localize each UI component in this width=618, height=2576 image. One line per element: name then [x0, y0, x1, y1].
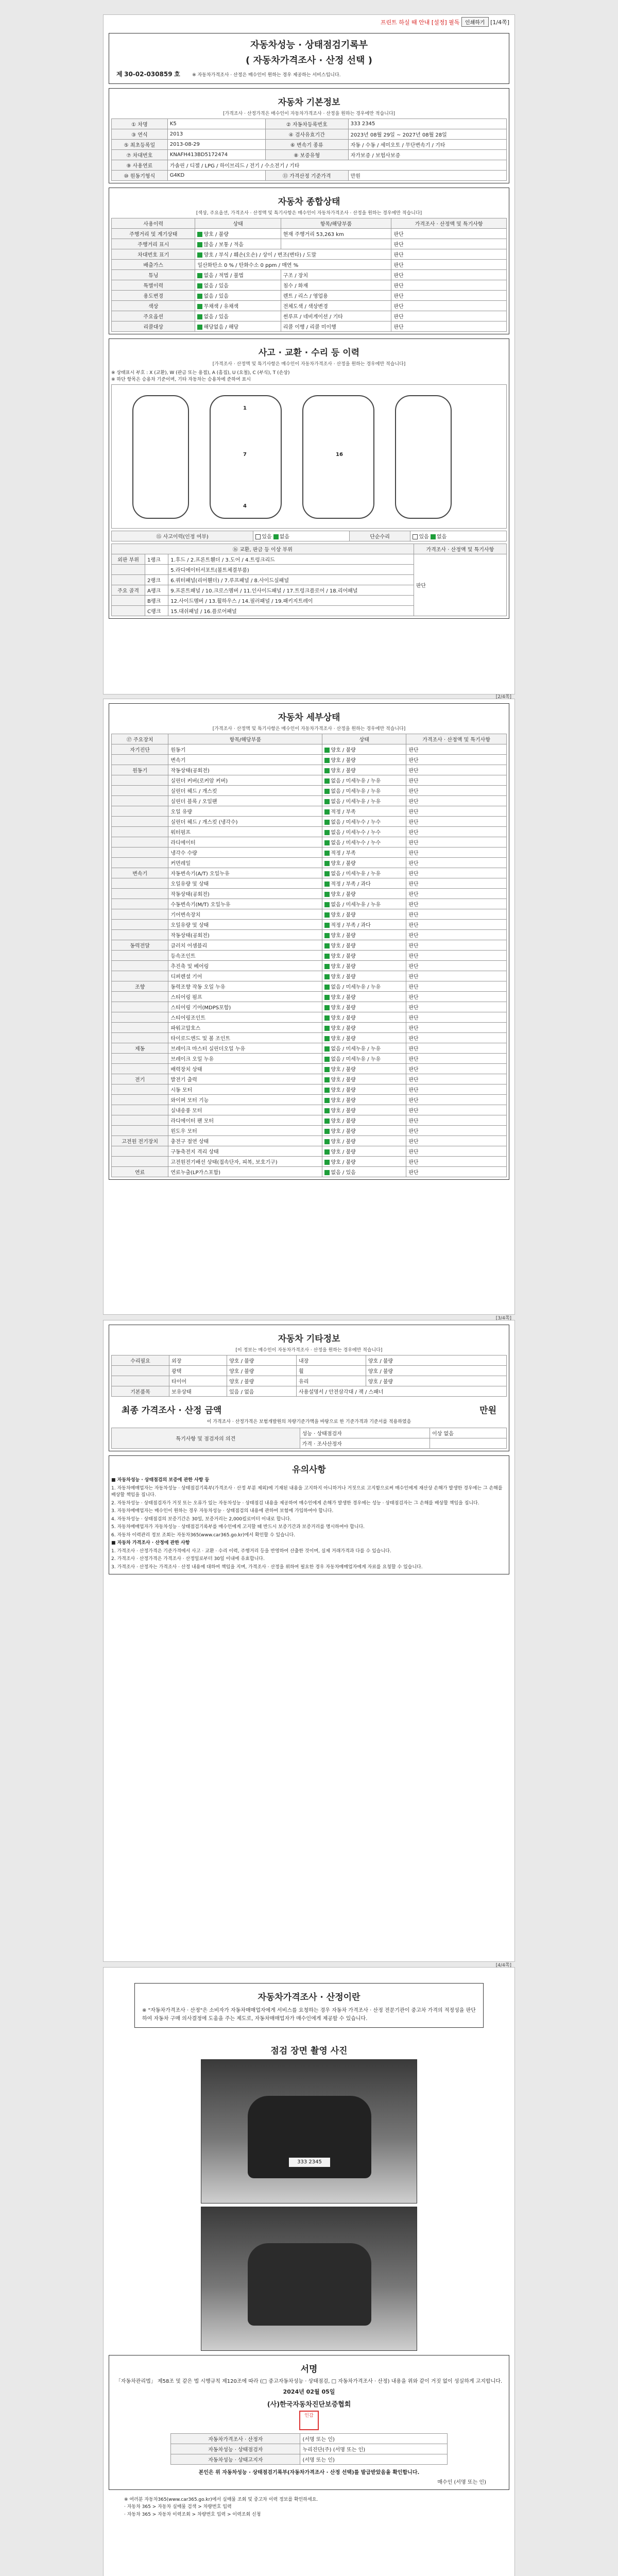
legend-2: ※ 하단 항목은 승용차 기준이며, 기타 자동차는 승용차에 준하여 표시 — [111, 377, 251, 382]
part-number: 7 — [243, 452, 247, 457]
basic-info-table: ① 차명 K5 ② 자동차등록번호 333 2345 ③ 연식 2013 ④ 검사유효기간 2023년 08월 29일 ~ 2027년 08월 28일 ⑤ 최초등록일 2013-08-29 ⑥ 변속기 종류 자동 / 수동 / 세미오토 / 무단변속기 / 기타 ⑦ 차대번호 KNAFH413BD5172474 ⑧ 보증유형 자가보증 / 보험사보증 ⑨ 사용연료 가솔린 / 디젤 / LPG / 하이브리드 / 전기 / 수소전기 / 기타 ⑩ 원동기형식 G4KD ⑪ 가격산정 기준가격 만원 — [111, 118, 507, 181]
checkbox-icon[interactable] — [324, 1046, 330, 1052]
table-row: 배출가스 일산화탄소 0 % / 탄화수소 0 ppm / 매연 % 판단 — [112, 260, 507, 270]
final-price-row — [122, 1403, 496, 1416]
table-row: 스티어링조인트 양호 / 불량 판단 — [112, 1012, 507, 1023]
notice-item: 6. 자동차 이력관리 정보 조회는 자동차365(www.car365.go.kr)에서 확인할 수 있습니다. — [111, 1532, 296, 1538]
notice-item: 2. 자동차성능 · 상태점검자가 거짓 또는 오류가 있는 자동차성능 · 상태점검 내용을 제공하여 매수인에게 손해가 발생한 경우에는 성능 · 상태점검자는 그 손해를 배상할 책임을 집니다. — [111, 1500, 479, 1506]
page-number: [4/4쪽] — [495, 1963, 511, 1968]
checkbox-icon[interactable] — [197, 304, 202, 309]
mileage: 현재 주행거리 53,263 km — [281, 229, 391, 239]
checkbox-icon[interactable] — [324, 1057, 330, 1062]
checkbox-icon[interactable] — [324, 923, 330, 928]
table-row: 오일 유량 적정 / 부족 판단 — [112, 806, 507, 817]
checkbox-icon[interactable] — [197, 283, 202, 289]
checkbox-icon[interactable] — [324, 1036, 330, 1041]
notice-title: 유의사항 — [292, 1465, 326, 1475]
checkbox-icon[interactable] — [324, 985, 330, 990]
table-row: 디퍼렌셜 기어 양호 / 불량 판단 — [112, 971, 507, 981]
table-row: 워터펌프 없음 / 미세누수 / 누수 판단 — [112, 827, 507, 837]
table-row: 기어변속장치 양호 / 불량 판단 — [112, 909, 507, 920]
sign-text: 「자동차관리법」 제58조 및 같은 법 시행규칙 제120조에 따라 (□ 중고자동차성능 · 상태점검, □ 자동차가격조사 · 산정) 내용을 위와 같이 거짓 없이 성실하게 고지합니다. — [115, 2379, 503, 2384]
table-row: 튜닝 없음 / 적법 / 불법 구조 / 장치 판단 — [112, 270, 507, 280]
checkbox-icon[interactable] — [324, 748, 330, 753]
table-row: 오일유량 및 상태 적정 / 부족 / 과다 판단 — [112, 920, 507, 930]
summary-table: 사용이력 상태 항목/해당부품 가격조사 · 산정액 및 특기사항 주행거리 및 계기상태 양호 / 불량 현재 주행거리 53,263 km 판단 주행거리 표시 많음 / 보통 / 적음 판단 차대번호 표기 양호 / 부식 / 훼손(오손) / 상이 / 변조(변타) / 도말 판단 배출가스 일산화탄소 0 % / 탄화수소 0 ppm / 매연 % 판단 튜닝 없음 / 적법 / 불법 구조 / 장치 판단 특별이력 없음 / 있음 침수 / 화재 판단 용도변경 없음 / 있음 렌트 / 리스 / 영업용 판단 색상 무채색 / 유채색 전체도색 / 색상변경 판단 주요옵션 없음 / 있음 썬루프 / 네비게이션 / 기타 판단 리콜대상 해당없음 / 해당 리콜 이행 / 리콜 미이행 판단 — [111, 218, 507, 332]
checkbox-icon[interactable] — [324, 1026, 330, 1031]
plate-in-photo: 333 2345 — [289, 2158, 330, 2167]
checkbox-icon[interactable] — [324, 995, 330, 1000]
info-text: ※ "자동차가격조사 · 산정"은 소비자가 자동차매매업자에게 서비스를 요청하는 경우 자동차 가격조사 · 산정 전문기관이 중고차 가격의 적정성을 판단하여 자동차 구매 의사결정에 도움을 주는 제도로, 자동차매매업자가 매수인에게 제공할 수 있습니다. — [142, 2008, 476, 2022]
checkbox-icon[interactable] — [324, 1077, 330, 1082]
table-row: 등속조인트 양호 / 불량 판단 — [112, 951, 507, 961]
checkbox-icon[interactable] — [255, 534, 261, 539]
checkbox-icon[interactable] — [324, 768, 330, 773]
table-row: 스티어링 펌프 양호 / 불량 판단 — [112, 992, 507, 1002]
notice-item: 2. 가격조사 · 산정가격은 가격조사 · 산정일로부터 30일 이내에 유효합니다. — [111, 1556, 265, 1562]
table-row: 추진축 및 베어링 양호 / 불량 판단 — [112, 961, 507, 971]
notice-item: ■ 자동차성능 · 상태점검의 보증에 관한 사항 등 — [111, 1478, 210, 1483]
print-notice-link[interactable]: 프린트 하실 때 안내 [설정] 필독 — [380, 19, 460, 26]
table-row: 실린더 헤드 / 개스킷 없음 / 미세누유 / 누유 판단 — [112, 786, 507, 796]
checkbox-icon[interactable] — [324, 1088, 330, 1093]
checkbox-icon[interactable] — [324, 1170, 330, 1175]
checkbox-icon[interactable] — [324, 912, 330, 918]
etc-section — [109, 1325, 509, 1451]
table-row: 작동상태(공회전) 양호 / 불량 판단 — [112, 889, 507, 899]
page-number: [2/4쪽] — [495, 694, 511, 700]
detail-table: ⑰ 주요장치 항목/해당부품 상태 가격조사 · 산정액 및 특기사항 자기진단 원동기 양호 / 불량 판단 변속기 양호 / 불량 판단 원동기 작동상태(공회전) 양호 / 불량 판단 실린더 커버(로커암 커버) 없음 / 미세누유 / 누유 판단 실린더 헤드 / 개스킷 없음 / 미세누유 / 누유 판단 실린더 블록 / 오일팬 없음 / 미세누유 / 누유 판단 오일 유량 적정 / 부족 판단 실린더 헤드 / 개스킷 (냉각수) 없음 / 미세누수 / 누수 판단 워터펌프 없음 / 미세누수 / 누수 판단 라디에이터 없음 / 미세누수 / 누수 판단 냉각수 수량 적정 / 부족 판단 커먼레일 양호 / 불량 판단 변속기 자동변속기(A/T) 오일누유 없음 / 미세누유 / 누유 판단 오일유량 및 상태 적정 / 부족 / 과다 판단 작동상태(공회전) 양호 / 불량 판단 수동변속기(M/T) 오일누유 없음 / 미세누유 / 누유 판단 기어변속장치 양호 / 불량 판단 오일유량 및 상태 적정 / 부족 / 과다 판단 작동상태(공회전) 양호 / 불량 판단 동력전달 클러치 어셈블리 양호 / 불량 판단 등속조인트 양호 / 불량 판단 추진축 및 베어링 양호 / 불량 판단 디퍼렌셜 기어 양호 / 불량 판단 조향 동력조향 작동 오일 누유 없음 / 미세누유 / 누유 판단 스티어링 펌프 양호 / 불량 판단 스티어링 기어(MDPS포함) 양호 / 불량 판단 스티어링조인트 양호 / 불량 판단 파워고압호스 양호 / 불량 판단 타이로드엔드 및 볼 조인트 양호 / 불량 판단 제동 브레이크 마스터 실린더오일 누유 없음 / 미세누유 / 누유 판단 브레이크 오일 누유 없음 / 미세누유 / 누유 판단 배력장치 상태 양호 / 불량 판단 전기 발전기 출력 양호 / 불량 판단 시동 모터 양호 / 불량 판단 와이퍼 모터 기능 양호 / 불량 판단 실내송풍 모터 양호 / 불량 판단 라디에이터 팬 모터 양호 / 불량 판단 윈도우 모터 양호 / 불량 판단 고전원 전기장치 충전구 절연 상태 양호 / 불량 판단 구동축전지 격리 상태 양호 / 불량 판단 고전원전기배선 상태(접속단자, 피복, 보호기구) 양호 / 불량 판단 연료 연료누출(LP가스포함) 없음 / 있음 판단 — [111, 734, 507, 1177]
checkbox-icon[interactable] — [197, 232, 202, 237]
table-row: 광택 양호 / 불량 휠 양호 / 불량 — [112, 1366, 507, 1376]
doc-title: 자동차성능 · 상태점검기록부 — [250, 40, 368, 50]
table-row: 조향 동력조향 작동 오일 누유 없음 / 미세누유 / 누유 판단 — [112, 981, 507, 992]
table-row: 원동기 작동상태(공회전) 양호 / 불량 판단 — [112, 765, 507, 775]
notice-item: 1. 자동차매매업자는 자동차성능 · 상태점검기록부(가격조사 · 산정 부분 제외)에 기재된 내용을 고지하지 아니하거나 거짓으로 고지함으로써 매수인에게 재산상 손해가 발생한 경우에는 그 손해를 배상할 책임을 집니다. — [111, 1485, 503, 1498]
table-row: 주행거리 표시 많음 / 보통 / 적음 판단 — [112, 239, 507, 249]
checkbox-icon[interactable] — [413, 534, 418, 539]
final-price-note: 이 가격조사 · 산정가격은 보험개발원의 차량기준가액을 바탕으로 한 기준가격과 기준서를 적용하였음 — [207, 1419, 411, 1425]
checkbox-icon[interactable] — [324, 974, 330, 979]
checkbox-icon[interactable] — [324, 778, 330, 784]
table-row: 주요 골격 A랭크 9.프론트패널 / 10.크로스멤버 / 11.인사이드패널 / 17.트렁크플로어 / 18.리어패널 — [112, 585, 507, 596]
table-row: 전기 발전기 출력 양호 / 불량 판단 — [112, 1074, 507, 1084]
notice-item: ■ 자동차 가격조사 · 산정에 관한 사항 — [111, 1540, 190, 1546]
checkbox-icon[interactable] — [324, 871, 330, 876]
table-row: 기본품목 보유상태 있음 / 없음 사용설명서 / 안전삼각대 / 잭 / 스패너 — [112, 1386, 507, 1397]
detail-note: [가격조사 · 산정액 및 특기사항은 매수인이 자동차가격조사 · 산정을 원하는 경우에만 적습니다] — [212, 726, 406, 732]
table-row: 색상 무채색 / 유채색 전체도색 / 색상변경 판단 — [112, 301, 507, 311]
inspection-photo-front — [201, 2059, 417, 2204]
checkbox-icon[interactable] — [431, 534, 436, 539]
checkbox-icon[interactable] — [197, 252, 202, 258]
notice-item: 3. 자동차매매업자는 매수인이 원하는 경우 자동차성능 · 상태점검의 내용에 관하여 보험에 가입하여야 합니다. — [111, 1509, 334, 1514]
table-row: 특기사항 및 점검자의 의견 성능 · 상태점검자 이상 없음 — [112, 1428, 507, 1438]
inspection-photo-rear — [201, 2207, 417, 2351]
table-row: 특별이력 없음 / 있음 침수 / 화재 판단 — [112, 280, 507, 291]
accident-section — [109, 338, 509, 619]
info-title: 자동차가격조사 · 산정이란 — [258, 1992, 360, 2003]
header-box — [109, 33, 509, 84]
doc-number: 30-02-030859 — [124, 71, 173, 78]
table-row: 타이어 양호 / 불량 유리 양호 / 불량 — [112, 1376, 507, 1386]
checkbox-icon[interactable] — [197, 325, 202, 330]
page-number: [3/4쪽] — [495, 1316, 511, 1321]
checkbox-icon[interactable] — [197, 314, 202, 319]
table-row: 작동상태(공회전) 양호 / 불량 판단 — [112, 930, 507, 940]
table-row: 외판 부위 1랭크 1.후드 / 2.프론트휀더 / 3.도어 / 4.트렁크리드 판단 — [112, 554, 507, 565]
summary-section — [109, 188, 509, 334]
car-diagram — [111, 384, 507, 529]
car-image — [248, 2243, 371, 2326]
checkbox-icon[interactable] — [324, 820, 330, 825]
page-2 — [103, 694, 515, 1315]
accident-history-table: ⑮ 사고이력(인정 여부) 있음 없음 단순수리 있음 없음 — [111, 531, 507, 541]
table-row: 주요옵션 없음 / 있음 썬루프 / 네비게이션 / 기타 판단 — [112, 311, 507, 321]
table-row: 타이로드엔드 및 볼 조인트 양호 / 불량 판단 — [112, 1033, 507, 1043]
checkbox-icon[interactable] — [324, 789, 330, 794]
table-row: 제동 브레이크 마스터 실린더오일 누유 없음 / 미세누유 / 누유 판단 — [112, 1043, 507, 1054]
car-right-side-shape — [395, 395, 452, 519]
table-row: 변속기 양호 / 불량 판단 — [112, 755, 507, 765]
print-button[interactable]: 인쇄하기 — [461, 17, 489, 27]
basic-info-title: 자동차 기본정보 — [278, 97, 340, 108]
table-row: 실린더 블록 / 오일팬 없음 / 미세누유 / 누유 판단 — [112, 796, 507, 806]
doc-number-line: 제 30-02-030859 호 ※ 자동차가격조사 · 산정은 매수인이 원하는 경우 제공하는 서비스입니다. — [116, 71, 341, 78]
checkbox-icon[interactable] — [273, 534, 279, 539]
table-row: 실내송풍 모터 양호 / 불량 판단 — [112, 1105, 507, 1115]
table-row: 고전원 전기장치 충전구 절연 상태 양호 / 불량 판단 — [112, 1136, 507, 1146]
checkbox-icon[interactable] — [324, 882, 330, 887]
special-table — [111, 1428, 507, 1449]
accident-title: 사고 · 교환 · 수리 등 이력 — [258, 348, 360, 358]
checkbox-icon[interactable] — [324, 830, 330, 835]
checkbox-icon[interactable] — [324, 943, 330, 948]
table-row: 라디에이터 팬 모터 양호 / 불량 판단 — [112, 1115, 507, 1126]
page-4 — [103, 1963, 515, 2576]
checkbox-icon[interactable] — [324, 1129, 330, 1134]
notice-item: 4. 자동차성능 · 상태점검의 보증기간은 30일, 보증거리는 2,000킬로미터 이내로 합니다. — [111, 1516, 291, 1522]
org-name: (사)한국자동차진단보증협회 — [267, 2401, 351, 2409]
sign-title: 서명 — [300, 2364, 318, 2375]
table-row: 배력장치 상태 양호 / 불량 판단 — [112, 1064, 507, 1074]
checkbox-icon[interactable] — [324, 902, 330, 907]
car-left-side-shape — [132, 395, 189, 519]
checkbox-icon[interactable] — [324, 1118, 330, 1124]
checkbox-icon[interactable] — [324, 851, 330, 856]
checkbox-icon[interactable] — [324, 840, 330, 845]
checkbox-icon[interactable] — [324, 1139, 330, 1144]
checkbox-icon[interactable] — [324, 1015, 330, 1021]
table-row: 실린더 헤드 / 개스킷 (냉각수) 없음 / 미세누수 / 누수 판단 — [112, 817, 507, 827]
table-row: 실린더 커버(로커암 커버) 없음 / 미세누유 / 누유 판단 — [112, 775, 507, 786]
table-row: 자기진단 원동기 양호 / 불량 판단 — [112, 744, 507, 755]
footer-notes: ※ 여러분 자동차365(www.car365.go.kr)에서 실매물 조회 및 중고차 이력 정보를 확인하세요. · 자동차 365 > 자동차 실매물 검색 > 차량번호 입력 · 자동차 365 > 자동차 이력조회 > 차량번호 입력 > 이력조회 신청 — [124, 2497, 318, 2517]
legend: ※ 상태표시 부호 : X (교환), W (판금 또는 용접), A (흠집), U (요철), C (부식), T (손상) — [111, 370, 290, 376]
vin: KNAFH413BD5172474 — [167, 150, 265, 160]
photo-title: 점검 장면 촬영 사진 — [270, 2046, 348, 2056]
table-row: 5.라디에이터서포트(볼트체결부품) — [112, 565, 507, 575]
sign-date: 2024년 02월 05일 — [283, 2388, 335, 2395]
sign-table — [170, 2433, 448, 2465]
table-row: 수리필요 외장 양호 / 불량 내장 양호 / 불량 — [112, 1355, 507, 1366]
table-row: 자동차성능 · 상태점검자 누리진단(주) (서명 또는 인) — [171, 2444, 448, 2454]
checkbox-icon[interactable] — [324, 1067, 330, 1072]
checkbox-icon[interactable] — [324, 809, 330, 815]
checkbox-icon[interactable] — [324, 758, 330, 763]
table-row: 가격 · 조사산정자 — [112, 1438, 507, 1449]
checkbox-icon[interactable] — [324, 892, 330, 897]
checkbox-icon[interactable] — [324, 1149, 330, 1155]
table-row: 자동차가격조사 · 산정자 (서명 또는 인) — [171, 2434, 448, 2444]
checkbox-icon[interactable] — [324, 964, 330, 969]
sign-section — [109, 2355, 509, 2490]
basic-info-note: [가격조사 · 산정가격은 매수인이 자동차가격조사 · 산정을 원하는 경우에만 적습니다] — [222, 111, 396, 116]
plate-number: 333 2345 — [348, 119, 506, 129]
table-row: 스티어링 기어(MDPS포함) 양호 / 불량 판단 — [112, 1002, 507, 1012]
table-row: 브레이크 오일 누유 없음 / 미세누유 / 누유 판단 — [112, 1054, 507, 1064]
table-row: 윈도우 모터 양호 / 불량 판단 — [112, 1126, 507, 1136]
notice-item: 3. 가격조사 · 산정자는 가격조사 · 산정 내용에 대하여 책임을 지며, 가격조사 · 산정을 위하여 필요한 경우 자동차매매업자에게 자료를 요청할 수 있습니다. — [111, 1564, 423, 1570]
checkbox-icon[interactable] — [324, 1108, 330, 1113]
checkbox-icon[interactable] — [324, 954, 330, 959]
receiver: 매수인 (서명 또는 인) — [437, 2480, 486, 2485]
page-3 — [103, 1316, 515, 1962]
top-bar — [104, 15, 514, 29]
part-number: 16 — [336, 452, 343, 457]
checkbox-icon[interactable] — [324, 861, 330, 866]
notice-item: 1. 가격조사 · 산정가격은 기준가격에서 사고 · 교환 · 수리 이력, 주행거리 등을 반영하여 산출한 것이며, 실제 거래가격과 다를 수 있습니다. — [111, 1548, 391, 1554]
table-row: 자동차성능 · 상태고지자 (서명 또는 인) — [171, 2454, 448, 2465]
basic-info-section — [109, 88, 509, 183]
final-price-unit: 만원 — [479, 1405, 496, 1416]
table-row: 2랭크 6.쿼터패널(리어휀더) / 7.루프패널 / 8.사이드실패널 — [112, 575, 507, 585]
seal-stamp: 인감 — [299, 2411, 319, 2430]
etc-note: [이 정보는 매수인이 자동차가격조사 · 산정을 원하는 경우에만 적습니다] — [235, 1348, 383, 1353]
table-row: 시동 모터 양호 / 불량 판단 — [112, 1084, 507, 1095]
table-row: B랭크 12.사이드멤버 / 13.휠하우스 / 14.필러패널 / 19.패키지트레이 — [112, 596, 507, 606]
checkbox-icon[interactable] — [324, 1160, 330, 1165]
table-row: 연료 연료누출(LP가스포함) 없음 / 있음 판단 — [112, 1167, 507, 1177]
checkbox-icon[interactable] — [197, 294, 202, 299]
checkbox-icon[interactable] — [197, 273, 202, 278]
table-row: 고전원전기배선 상태(접속단자, 피복, 보호기구) 양호 / 불량 판단 — [112, 1157, 507, 1167]
notice-item: 5. 자동차매매업자가 자동차성능 · 상태점검기록부를 매수인에게 고지할 때 반드시 보증기간과 보증거리를 명시하여야 합니다. — [111, 1524, 365, 1530]
panel-table: ⑯ 교환, 판금 등 이상 부위 가격조사 · 산정액 및 특기사항 외판 부위 1랭크 1.후드 / 2.프론트휀더 / 3.도어 / 4.트렁크리드 판단 5.라디에이터서포트(볼트체결부품) 2랭크 6.쿼터패널(리어휀더) / 7.루프패널 / 8.사이드실패널 주요 골격 A랭크 9.프론트패널 / 10.크로스멤버 / 11.인사이드패널 / 17.트렁크플로어 / 18.리어패널 B랭크 12.사이드멤버 / 13.휠하우스 / 14.필러패널 / 19.패키지트레이 C랭크 15.대쉬패널 / 16.플로어패널 — [111, 544, 507, 616]
summary-note: [색상, 주요옵션, 가격조사 · 산정액 및 특기사항은 매수인이 자동차가격조사 · 산정을 원하는 경우에만 적습니다] — [196, 211, 422, 216]
table-row: 파워고압호스 양호 / 불량 판단 — [112, 1023, 507, 1033]
checkbox-icon[interactable] — [324, 933, 330, 938]
table-row: 리콜대상 해당없음 / 해당 리콜 이행 / 리콜 미이행 판단 — [112, 321, 507, 332]
checkbox-icon[interactable] — [197, 242, 202, 247]
notice-section — [109, 1455, 509, 1574]
part-number: 4 — [243, 503, 247, 509]
doc-subtitle: ( 자동차가격조사 · 산정 선택 ) — [246, 55, 372, 66]
detail-section — [109, 703, 509, 1180]
detail-title: 자동차 세부상태 — [278, 713, 340, 723]
table-row: 냉각수 수량 적정 / 부족 판단 — [112, 848, 507, 858]
table-row: C랭크 15.대쉬패널 / 16.플로어패널 — [112, 606, 507, 616]
part-number: 1 — [243, 405, 247, 411]
table-row: 차대번호 표기 양호 / 부식 / 훼손(오손) / 상이 / 변조(변타) / 도말 판단 — [112, 249, 507, 260]
table-row: 커먼레일 양호 / 불량 판단 — [112, 858, 507, 868]
table-row: 라디에이터 없음 / 미세누수 / 누수 판단 — [112, 837, 507, 848]
checkbox-icon[interactable] — [324, 799, 330, 804]
info-box — [134, 1983, 484, 2028]
table-row: 변속기 자동변속기(A/T) 오일누유 없음 / 미세누유 / 누유 판단 — [112, 868, 507, 878]
table-row: 와이퍼 모터 기능 양호 / 불량 판단 — [112, 1095, 507, 1105]
page-number: [1/4쪽] — [490, 19, 509, 26]
receive-text: 본인은 위 자동차성능 · 상태점검기록부(자동차가격조사 · 산정 선택)를 발급받았음을 확인합니다. — [198, 2470, 420, 2476]
summary-title: 자동차 종합상태 — [278, 197, 340, 207]
doc-number-note: ※ 자동차가격조사 · 산정은 매수인이 원하는 경우 제공하는 서비스입니다. — [192, 73, 341, 78]
table-row: 오일유량 및 상태 적정 / 부족 / 과다 판단 — [112, 878, 507, 889]
table-row: 구동축전지 격리 상태 양호 / 불량 판단 — [112, 1146, 507, 1157]
checkbox-icon[interactable] — [324, 1005, 330, 1010]
etc-table — [111, 1355, 507, 1397]
table-row: 수동변속기(M/T) 오일누유 없음 / 미세누유 / 누유 판단 — [112, 899, 507, 909]
final-price-title: 최종 가격조사 · 산정 금액 — [122, 1405, 222, 1416]
accident-note: [가격조사 · 산정액 및 특기사항은 매수인이 자동차가격조사 · 산정을 원하는 경우에만 적습니다] — [212, 362, 406, 367]
checkbox-icon[interactable] — [324, 1098, 330, 1103]
etc-title: 자동차 기타정보 — [278, 1334, 340, 1344]
page-1 — [103, 14, 515, 694]
table-row: 동력전달 클러치 어셈블리 양호 / 불량 판단 — [112, 940, 507, 951]
table-row: 용도변경 없음 / 있음 렌트 / 리스 / 영업용 판단 — [112, 291, 507, 301]
table-row: 주행거리 및 계기상태 양호 / 불량 현재 주행거리 53,263 km 판단 — [112, 229, 507, 239]
